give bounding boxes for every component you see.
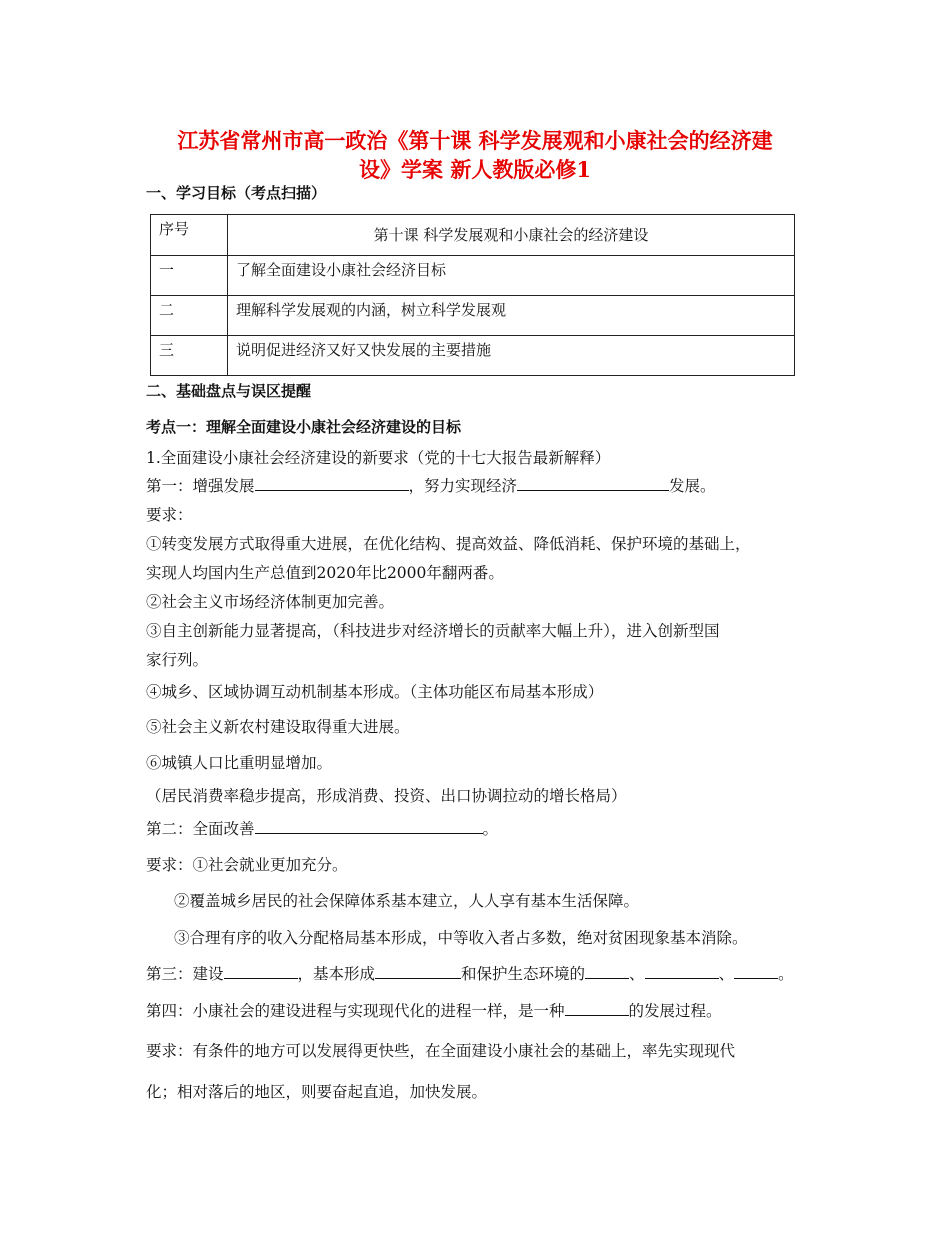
fill-blank[interactable] xyxy=(255,476,409,491)
paragraph-line: 要求：有条件的地方可以发展得更快些，在全面建设小康社会的基础上，率先实现现代 xyxy=(146,1042,736,1060)
paragraph-line: 化；相对落后的地区，则要奋起直追，加快发展。 xyxy=(146,1083,488,1101)
table-header-cell: 第十课 科学发展观和小康社会的经济建设 xyxy=(228,215,795,256)
paragraph-line: 家行列。 xyxy=(146,651,209,669)
fill-blank[interactable] xyxy=(734,964,778,979)
fill-blank[interactable] xyxy=(224,964,298,979)
paragraph-line: ③合理有序的收入分配格局基本形成，中等收入者占多数，绝对贫困现象基本消除。 xyxy=(174,929,748,947)
paragraph-line: ②社会主义市场经济体制更加完善。 xyxy=(146,593,395,611)
objectives-table xyxy=(150,214,795,376)
line-text: 第四：小康社会的建设进程与实现现代化的进程一样，是一种 xyxy=(146,1002,565,1020)
line-text: 第三：建设 xyxy=(146,965,224,983)
paragraph-line: ②覆盖城乡居民的社会保障体系基本建立，人人享有基本生活保障。 xyxy=(174,892,640,910)
line-text: ，基本形成 xyxy=(297,965,376,983)
line-text: 第一：增强发展 xyxy=(146,477,255,495)
paragraph-line xyxy=(146,817,498,839)
paragraph-line: ④城乡、区域协调互动机制基本形成。（主体功能区布局基本形成） xyxy=(146,683,604,701)
paragraph-line xyxy=(146,962,794,984)
table-row xyxy=(151,296,795,336)
fill-blank[interactable] xyxy=(375,964,461,979)
paragraph-line: ⑤社会主义新农村建设取得重大进展。 xyxy=(146,718,410,736)
title-line-2: 设》学案 新人教版必修1 xyxy=(359,157,591,182)
table-cell: 了解全面建设小康社会经济目标 xyxy=(228,256,795,296)
fill-blank[interactable] xyxy=(517,476,669,491)
section-heading-basics: 二、基础盘点与误区提醒 xyxy=(146,382,312,400)
table-cell: 二 xyxy=(151,296,228,336)
paragraph-line: ⑥城镇人口比重明显增加。 xyxy=(146,754,333,772)
line-text: 第二：全面改善 xyxy=(146,820,255,838)
table-cell: 理解科学发展观的内涵，树立科学发展观 xyxy=(228,296,795,336)
paragraph-line xyxy=(146,474,716,496)
paragraph-line: ①转变发展方式取得重大进展，在优化结构、提高效益、降低消耗、保护环境的基础上， xyxy=(146,535,751,553)
fill-blank[interactable] xyxy=(255,819,483,834)
paragraph-line: 要求： xyxy=(146,506,193,524)
line-text: 、 xyxy=(629,965,645,983)
line-text: 和保护生态环境的 xyxy=(461,965,586,983)
table-cell: 说明促进经济又好又快发展的主要措施 xyxy=(228,336,795,376)
document-title xyxy=(140,126,810,184)
paragraph-line: ③自主创新能力显著提高，（科技进步对经济增长的贡献率大幅上升），进入创新型国 xyxy=(146,622,720,640)
table-cell: 一 xyxy=(151,256,228,296)
line-text: 发展。 xyxy=(669,477,716,495)
table-row xyxy=(151,336,795,376)
paragraph-line: 1.全面建设小康社会经济建设的新要求（党的十七大报告最新解释） xyxy=(146,449,611,467)
table-header-row xyxy=(151,215,795,256)
fill-blank[interactable] xyxy=(585,964,629,979)
line-text: ，努力实现经济 xyxy=(408,477,518,495)
line-text: 、 xyxy=(718,965,735,983)
fill-blank[interactable] xyxy=(645,964,719,979)
table-cell: 三 xyxy=(151,336,228,376)
paragraph-line: 要求：①社会就业更加充分。 xyxy=(146,856,348,874)
table-header-cell: 序号 xyxy=(151,215,228,256)
paragraph-line xyxy=(146,999,722,1021)
title-line-1: 江苏省常州市高一政治《第十课 科学发展观和小康社会的经济建 xyxy=(177,128,773,153)
table-row xyxy=(151,256,795,296)
line-text: 。 xyxy=(482,820,499,838)
paragraph-line: 实现人均国内生产总值到2020年比2000年翻两番。 xyxy=(146,564,504,582)
fill-blank[interactable] xyxy=(565,1001,629,1016)
line-text: 。 xyxy=(778,965,794,983)
line-text: 的发展过程。 xyxy=(628,1002,722,1020)
section-heading-objectives: 一、学习目标（考点扫描） xyxy=(146,184,327,202)
kaodian-heading: 考点一：理解全面建设小康社会经济建设的目标 xyxy=(146,418,462,436)
paragraph-line: （居民消费率稳步提高，形成消费、投资、出口协调拉动的增长格局） xyxy=(146,787,627,805)
